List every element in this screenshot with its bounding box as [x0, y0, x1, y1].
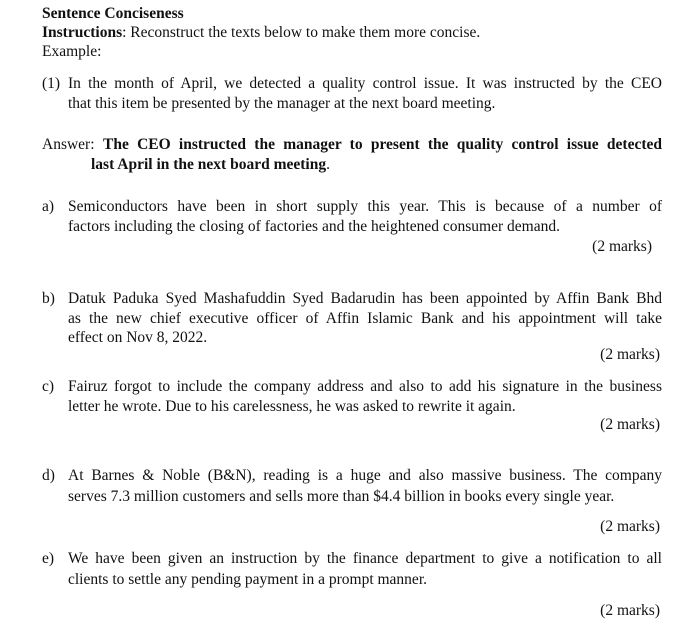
example-label: Example: — [42, 43, 102, 60]
question-c-marks: (2 marks) — [600, 416, 660, 433]
question-d-marks: (2 marks) — [600, 518, 660, 535]
question-b-marks: (2 marks) — [600, 346, 660, 363]
example-line-1: In the month of April, we detected a quality control issue. It was instructed by the CEO — [68, 75, 662, 92]
question-b-line-2: as the new chief executive officer of Affin Islamic Bank and his appointment will take — [68, 310, 662, 327]
instructions: Instructions: Reconstruct the texts below to make them more concise. — [42, 24, 481, 41]
question-a-letter: a) — [42, 198, 55, 215]
question-c-letter: c) — [42, 378, 55, 395]
question-b-line-3: effect on Nov 8, 2022. — [68, 329, 208, 346]
question-b-line-1: Datuk Paduka Syed Mashafuddin Syed Badarudin has been appointed by Affin Bank Bhd — [68, 290, 662, 307]
question-a-marks: (2 marks) — [592, 238, 652, 255]
question-d-line-1: At Barnes & Noble (B&N), reading is a huge and also massive business. The company — [68, 467, 662, 484]
question-d-line-2: serves 7.3 million customers and sells more than $4.4 billion in books every single year. — [68, 488, 615, 505]
question-a-line-2: factors including the closing of factories and the heightened consumer demand. — [68, 218, 560, 235]
question-b-letter: b) — [42, 290, 55, 307]
heading: Sentence Conciseness — [42, 5, 184, 22]
question-a-line-1: Semiconductors have been in short supply this year. This is because of a number of — [68, 198, 662, 215]
example-number: (1) — [42, 75, 61, 92]
question-e-line-1: We have been given an instruction by the finance department to give a notification to all — [68, 550, 662, 567]
question-e-marks: (2 marks) — [600, 602, 660, 619]
question-e-letter: e) — [42, 550, 55, 567]
question-d-letter: d) — [42, 467, 55, 484]
answer-line-2: last April in the next board meeting. — [91, 156, 330, 173]
answer-line-1: The CEO instructed the manager to present the quality control issue detected — [103, 136, 662, 153]
example-line-2: that this item be presented by the manager at the next board meeting. — [68, 95, 496, 112]
question-c-line-1: Fairuz forgot to include the company address and also to add his signature in the business — [68, 378, 662, 395]
answer-label: Answer: — [42, 136, 95, 153]
question-e-line-2: clients to settle any pending payment in a prompt manner. — [68, 571, 427, 588]
question-c-line-2: letter he wrote. Due to his carelessness, he was asked to rewrite it again. — [68, 398, 516, 415]
